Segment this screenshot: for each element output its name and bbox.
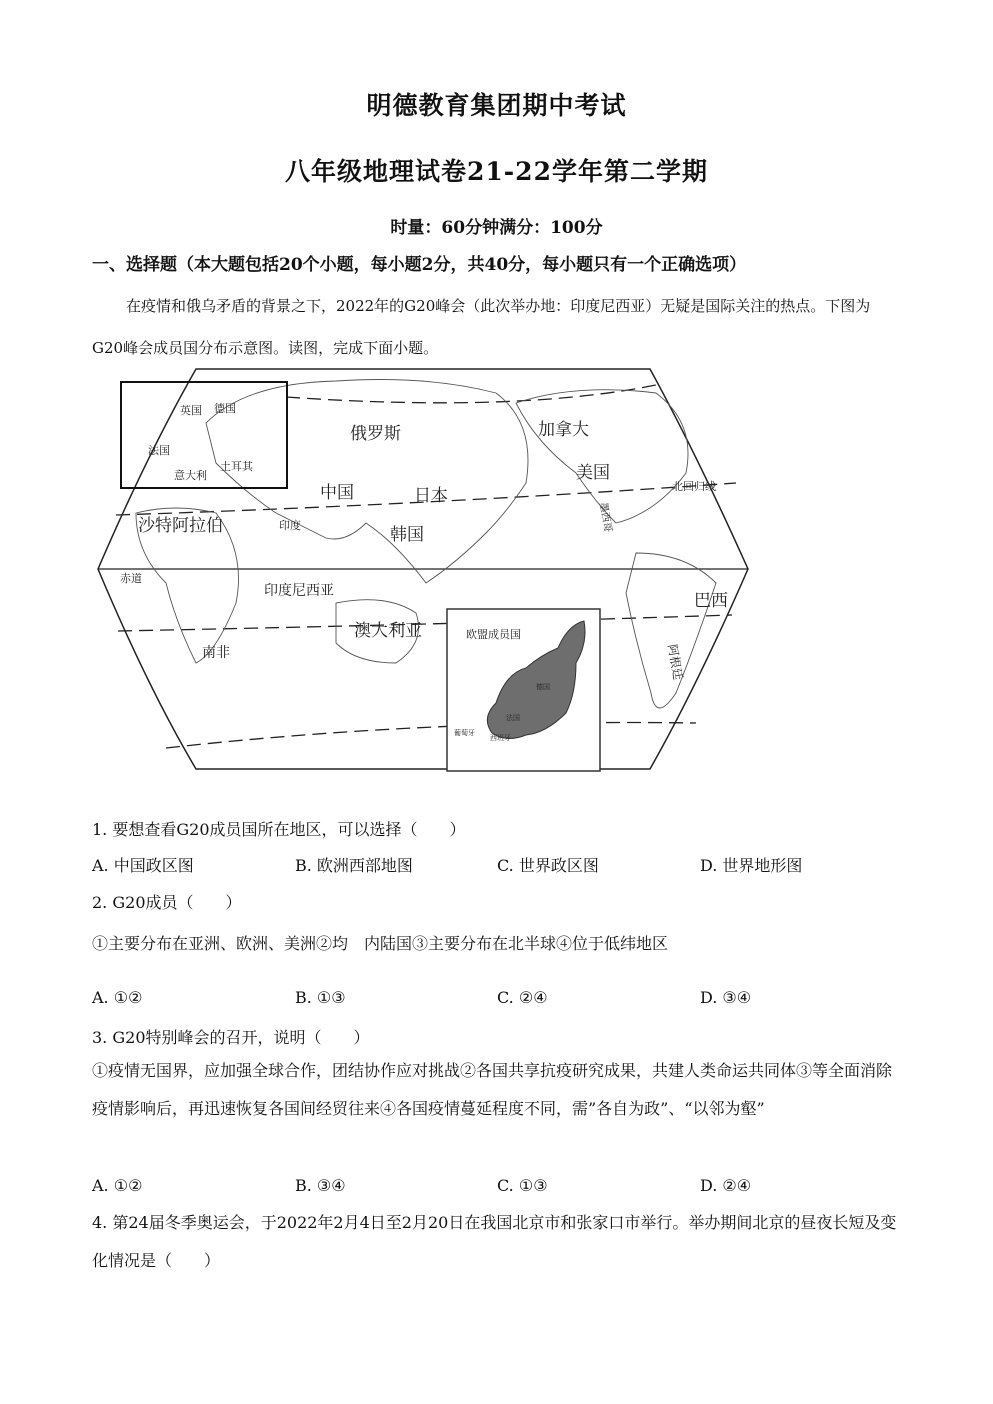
question-2-option-d[interactable]: D. ③④ <box>700 988 752 1007</box>
label-turkey: 土耳其 <box>220 460 253 473</box>
label-japan: 日本 <box>414 486 448 506</box>
question-2-statement: ①主要分布在亚洲、欧洲、美洲②均 内陆国③主要分布在北半球④位于低纬地区 <box>92 934 669 953</box>
label-uk: 英国 <box>180 404 202 417</box>
page-title: 明德教育集团期中考试 <box>366 91 627 120</box>
question-2-option-b[interactable]: B. ①③ <box>295 988 346 1007</box>
label-argentina: 阿根廷 <box>665 643 686 681</box>
exam-meta: 时量：60分钟满分：100分 <box>390 218 603 238</box>
label-italy: 意大利 <box>174 469 207 482</box>
label-eu-germany: 德国 <box>536 683 550 691</box>
label-france: 法国 <box>148 444 170 457</box>
question-3-option-d[interactable]: D. ②④ <box>700 1176 752 1195</box>
question-2-stem: 2. G20成员（ ） <box>92 893 242 912</box>
question-1-option-c[interactable]: C. 世界政区图 <box>497 856 599 875</box>
question-3-statement: ①疫情无国界，应加强全球合作，团结协作应对挑战②各国共享抗疫研究成果，共建人类命运共同体③等全面消除疫情影响后，再迅速恢复各国间经贸往来④各国疫情蔓延程度不同，需”各自为政”、“以邻为壑” <box>92 1061 893 1118</box>
label-indonesia: 印度尼西亚 <box>264 583 334 599</box>
question-1-option-d[interactable]: D. 世界地形图 <box>700 856 803 875</box>
label-russia: 俄罗斯 <box>350 424 401 444</box>
g20-world-map <box>96 363 750 773</box>
question-1-option-a[interactable]: A. 中国政区图 <box>92 856 194 875</box>
page-subtitle: 八年级地理试卷21-22学年第二学期 <box>285 157 708 186</box>
label-korea: 韩国 <box>390 525 424 545</box>
question-2-option-a[interactable]: A. ①② <box>92 988 143 1007</box>
label-india: 印度 <box>279 519 301 532</box>
label-australia: 澳大利亚 <box>354 621 422 641</box>
question-3-option-c[interactable]: C. ①③ <box>497 1176 548 1195</box>
question-1-option-b[interactable]: B. 欧洲西部地图 <box>295 856 413 875</box>
section-heading: 一、选择题（本大题包括20个小题，每小题2分，共40分，每小题只有一个正确选项） <box>92 255 747 275</box>
question-2-option-c[interactable]: C. ②④ <box>497 988 548 1007</box>
label-brazil: 巴西 <box>694 591 728 611</box>
label-eu-portugal: 葡萄牙 <box>454 729 475 737</box>
label-usa: 美国 <box>576 463 610 483</box>
label-saudi: 沙特阿拉伯 <box>138 516 223 536</box>
label-mexico: 墨西哥 <box>597 501 614 534</box>
label-tropic-of-cancer: 北回归线 <box>672 480 716 493</box>
label-canada: 加拿大 <box>538 420 589 440</box>
label-south-africa: 南非 <box>202 645 230 661</box>
question-3-option-a[interactable]: A. ①② <box>92 1176 143 1195</box>
question-3-stem: 3. G20特别峰会的召开，说明（ ） <box>92 1028 370 1047</box>
intro-paragraph: 在疫情和俄乌矛盾的背景之下，2022年的G20峰会（此次举办地：印度尼西亚）无疑是国际关注的热点。下图为G20峰会成员国分布示意图。读图，完成下面小题。 <box>92 297 871 357</box>
label-equator: 赤道 <box>120 572 142 585</box>
label-china: 中国 <box>320 483 354 503</box>
label-eu-title: 欧盟成员国 <box>466 628 521 641</box>
label-germany: 德国 <box>214 402 236 415</box>
label-eu-france: 法国 <box>506 714 520 722</box>
question-4-stem: 4. 第24届冬季奥运会，于2022年2月4日至2月20日在我国北京市和张家口市举行。举办期间北京的昼夜长短及变化情况是（ ） <box>92 1213 897 1270</box>
question-3-option-b[interactable]: B. ③④ <box>295 1176 346 1195</box>
question-1-stem: 1. 要想查看G20成员国所在地区，可以选择（ ） <box>92 820 466 839</box>
label-eu-spain: 西班牙 <box>490 734 511 742</box>
